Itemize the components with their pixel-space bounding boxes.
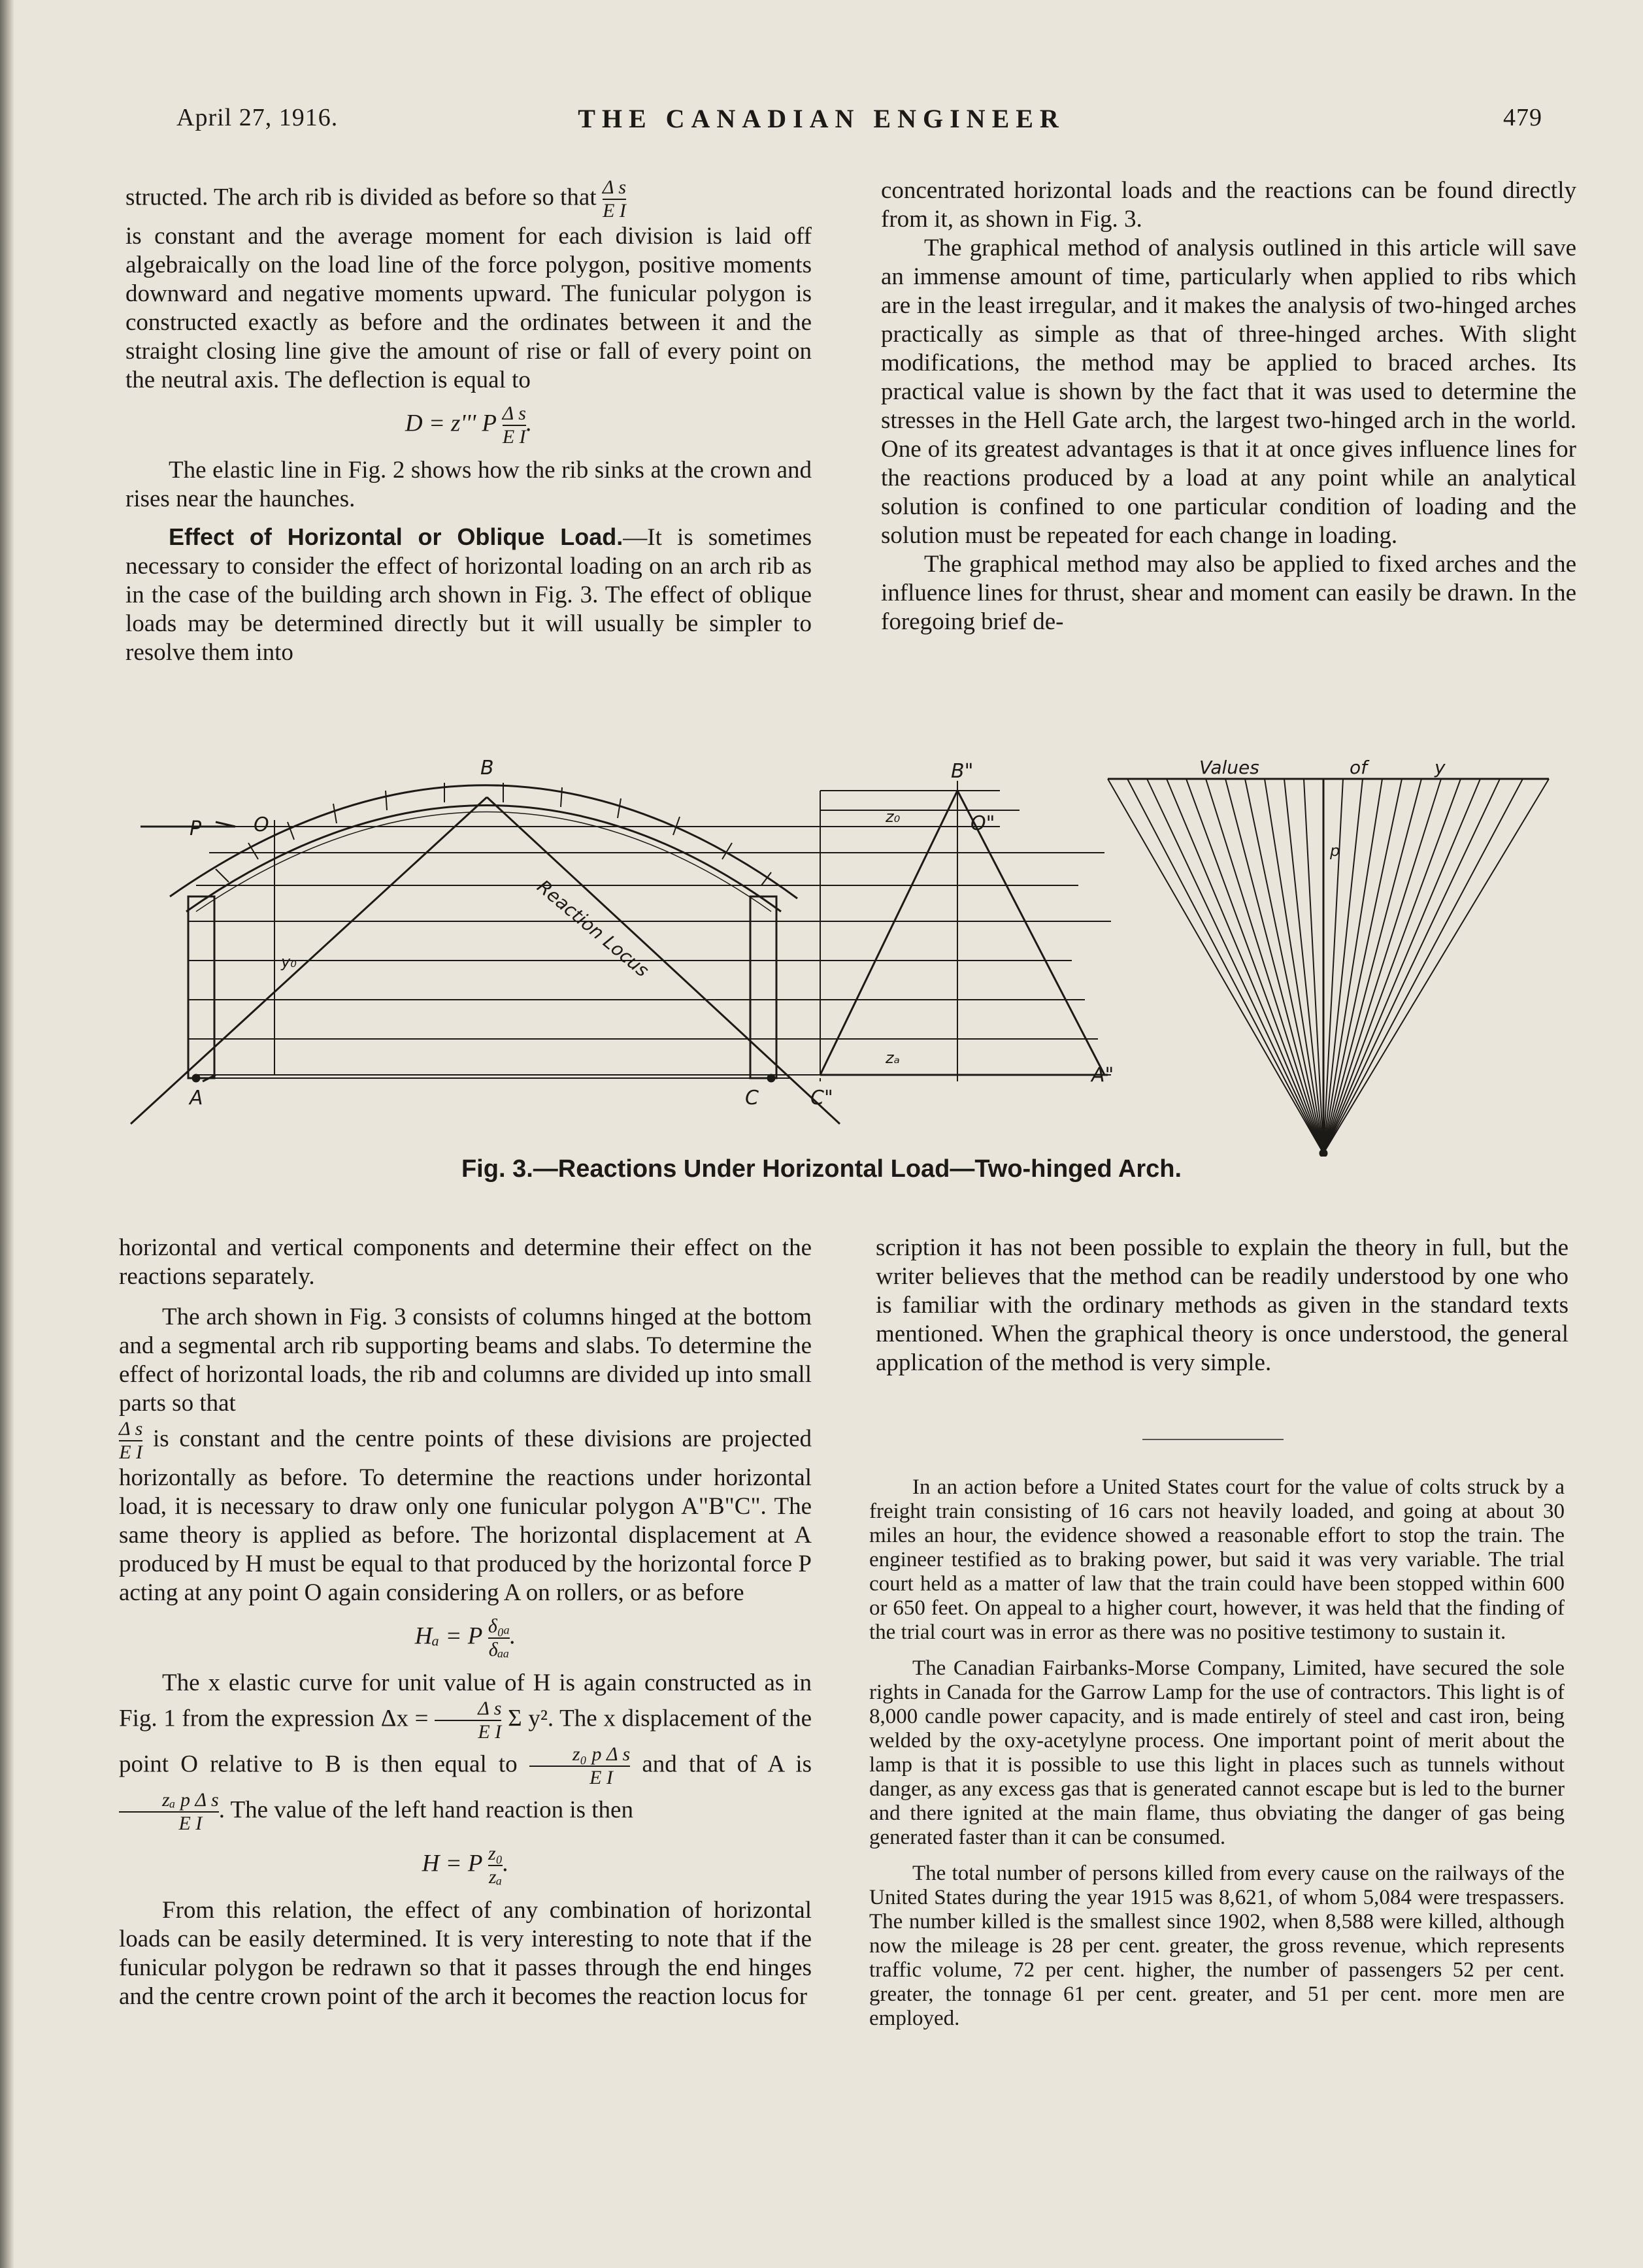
influence-fan (1108, 779, 1549, 1153)
fraction-denominator: δₐₐ (488, 1639, 510, 1660)
news-notes (869, 1475, 1565, 2031)
fraction-denominator: E I (502, 426, 526, 448)
news-item-garrow-lamp: The Canadian Fairbanks-Morse Company, Limited, have secured the sole rights in Canada for the Garrow Lamp for the use of contractors. This light is of 8,000 candle power capacity, and is made entirely of steel and cast iron, being welded by the oxy-acetylyne process. One important point of merit about the lamp is that it is possible to use this light in places such as tunnels without danger, as any excess gas that is generated cannot escape but is led to the burner and there ignited at the main flame, thus obviating the danger of gas being generated faster than it can be consumed. (869, 1656, 1565, 1849)
label-reaction-locus: Reaction Locus (533, 876, 654, 981)
text-line: The x elastic curve for unit value of H is again constructed as in Fig. 1 from the expression Δx = (119, 1669, 812, 1732)
text-line: and that of A is (642, 1750, 812, 1778)
label-c: C (745, 1087, 759, 1109)
right-column-bottom (876, 1234, 1568, 1377)
fraction-z (488, 1843, 503, 1888)
text-line: —It is sometimes necessary to consider the effect of horizontal loading on an arch rib as in the case of the building arch shown in Fig. 3. The effect of oblique loads may be determined directly but it will usually be simpler to resolve them into (125, 524, 812, 666)
paragraph (119, 1418, 812, 1607)
news-item-railway-deaths: The total number of persons killed from every cause on the railways of the United States during the year 1915 was 8,621, of whom 5,084 were trespassers. The number killed is the smallest since 1902, when 8,588 were killed, although now the mileage is 28 per cent. greater, the gross revenue, which represents traffic volume, 72 per cent. higher, the number of passengers 52 per cent. greater, the tonnage 61 per cent. greater, and 51 per cent. more men are employed. (869, 1862, 1565, 2030)
fraction-ds-ei (603, 176, 626, 222)
fraction-za-displacement (119, 1789, 219, 1835)
label-y0: y₀ (281, 953, 297, 971)
page-number: 479 (1503, 104, 1542, 131)
label-p: P (190, 817, 202, 840)
equation-text: H = P (422, 1850, 482, 1877)
label-a-double-prime: A" (1091, 1064, 1114, 1087)
paragraph: The graphical method of analysis outlined in this article will save an immense amount of time, particularly when applied to ribs which are in the least irregular, and it makes the analysis of two-hinged arches practically as simple as that of three-hinged arches. With slight modifications, the method may be applied to braced arches. Its practical value is shown by the fact that it was used to determine the stresses in the Hell Gate arch, the largest two-hinged arch in the world. One of its greatest advantages is that it at once gives influence lines for the reactions produced by a load at any point while an analytical solution is confined to one particular condition of loading and the solution must be repeated for each change in loading. (881, 235, 1576, 549)
fraction-denominator: E I (529, 1766, 630, 1789)
fraction-denominator: E I (435, 1720, 501, 1743)
equation-text: Hₐ = P (414, 1622, 482, 1650)
fraction-denominator: zₐ (488, 1866, 503, 1888)
arch-rib-inner (186, 806, 781, 912)
fraction-denominator: E I (119, 1441, 143, 1463)
text-line: Σ y². The x displacement of the point O relative to B is then equal to (119, 1705, 812, 1778)
fraction-numerator: z₀ (488, 1843, 503, 1864)
paragraph: concentrated horizontal loads and the reactions can be found directly from it, as shown in Fig. 3. (881, 177, 1576, 233)
fraction-ds-ei (435, 1698, 501, 1743)
fraction-ds-ei (119, 1418, 142, 1464)
fraction-numerator: z₀ p Δ s (572, 1743, 631, 1765)
label-c-double-prime: C" (810, 1087, 833, 1109)
label-values: Values (1199, 757, 1259, 778)
equation-deflection: D = z''' P $\frac{\text{Δ s}}{\text{E I}}$ . (405, 403, 533, 448)
paragraph: is constant and the average moment for each division is laid off algebraically on the load line of the force polygon, positive moments downward and negative moments upward. The funicular polygon is constructed exactly as before and the ordinates between it and the straight closing line give the amount of rise or fall of every point on the neutral axis. The deflection is equal to (125, 223, 812, 393)
paragraph: The arch shown in Fig. 3 consists of columns hinged at the bottom and a segmental arch rib supporting beams and slabs. To determine the effect of horizontal loads, the rib and columns are divided up into small parts so that (119, 1304, 812, 1417)
right-column (750, 896, 776, 1078)
label-o-double-prime: O" (971, 812, 995, 835)
fraction-numerator: Δ s (478, 1698, 502, 1719)
fraction-ds-ei (503, 403, 526, 448)
arch-rib-outer (170, 785, 797, 898)
label-p-fan: p (1330, 842, 1340, 860)
right-column-top (881, 176, 1576, 636)
label-of: of (1350, 757, 1367, 778)
paragraph: From this relation, the effect of any combination of horizontal loads can be easily determined. It is very interesting to note that if the funicular polygon be redrawn so that it passes through the end hinges and the centre crown point of the arch it becomes the reaction locus for (119, 1897, 812, 2010)
funicular-left (820, 791, 957, 1075)
paragraph (119, 1669, 812, 1835)
figure-3-diagram (0, 738, 1643, 1157)
paragraph: The elastic line in Fig. 2 shows how the rib sinks at the crown and rises near the haunches. (125, 457, 812, 512)
figure-caption: Fig. 3.—Reactions Under Horizontal Load—Two-hinged Arch. (461, 1155, 1182, 1183)
paragraph (125, 176, 812, 222)
fraction-delta (488, 1615, 510, 1661)
fraction-numerator: δ₀ₐ (488, 1615, 510, 1637)
left-column-bottom (119, 1234, 812, 2011)
label-o: O (254, 814, 269, 836)
fraction-z0-displacement (529, 1743, 630, 1789)
text-line: . The value of the left hand reaction is then (218, 1796, 633, 1824)
label-a: A (190, 1087, 203, 1109)
section-divider (1142, 1439, 1284, 1440)
label-b: B (480, 757, 494, 780)
fraction-numerator: Δ s (602, 176, 627, 198)
label-z0: z₀ (886, 808, 901, 826)
left-column-top (125, 176, 812, 667)
fraction-denominator: E I (603, 200, 626, 222)
paragraph (125, 523, 812, 667)
section-heading: Effect of Horizontal or Oblique Load. (169, 523, 623, 550)
equation-ha: Hₐ = P $\frac{\text{δ₀ₐ}}{\text{δₐₐ}}$ . (414, 1615, 516, 1660)
equation-h: H = P $\frac{\text{z₀}}{\text{zₐ}}$ . (422, 1843, 509, 1888)
paragraph: The graphical method may also be applied to fixed arches and the influence lines for thrust, shear and moment can easily be drawn. In the foregoing brief de- (881, 551, 1576, 635)
paragraph: horizontal and vertical components and determine their effect on the reactions separately. (119, 1234, 812, 1290)
journal-title: THE CANADIAN ENGINEER (578, 104, 1065, 133)
paragraph: scription it has not been possible to explain the theory in full, but the writer believes that the method can be readily understood by one who is familiar with the ordinary methods as given in the standard texts mentioned. When the graphical theory is once understood, the general application of the method is very simple. (876, 1234, 1568, 1376)
label-b-double-prime: B" (951, 760, 974, 783)
text-line: is constant and the centre points of these divisions are projected horizontally as before. To determine the reactions under horizontal load, it is necessary to draw only one funicular polygon A"B"C". The same theory is applied as before. The horizontal displacement at A produced by H must be equal to that produced by the horizontal force P acting at any point O again considering A on rollers, or as before (119, 1425, 812, 1606)
label-y: y (1435, 757, 1446, 778)
label-za: zₐ (886, 1049, 900, 1067)
issue-date: April 27, 1916. (176, 104, 339, 131)
news-item-court-action: In an action before a United States court for the value of colts struck by a freight train consisting of 16 cars not heavily loaded, and going at about 30 miles an hour, the evidence showed a reasonable effort to stop the train. The engineer testified as to braking power, but said it was very variable. The trial court held as a matter of law that the train could have been stopped within 600 or 650 feet. On appeal to a higher court, however, it was held that the finding of the trial court was in error as there was no positive testimony to sustain it. (869, 1475, 1565, 1644)
text-line: structed. The arch rib is divided as before so that (125, 184, 597, 211)
fraction-numerator: zₐ p Δ s (162, 1789, 219, 1811)
fraction-numerator: Δ s (119, 1418, 143, 1439)
fraction-numerator: Δ s (502, 403, 526, 424)
fraction-denominator: E I (119, 1811, 219, 1835)
equation-text: D = z''' P (405, 410, 497, 437)
